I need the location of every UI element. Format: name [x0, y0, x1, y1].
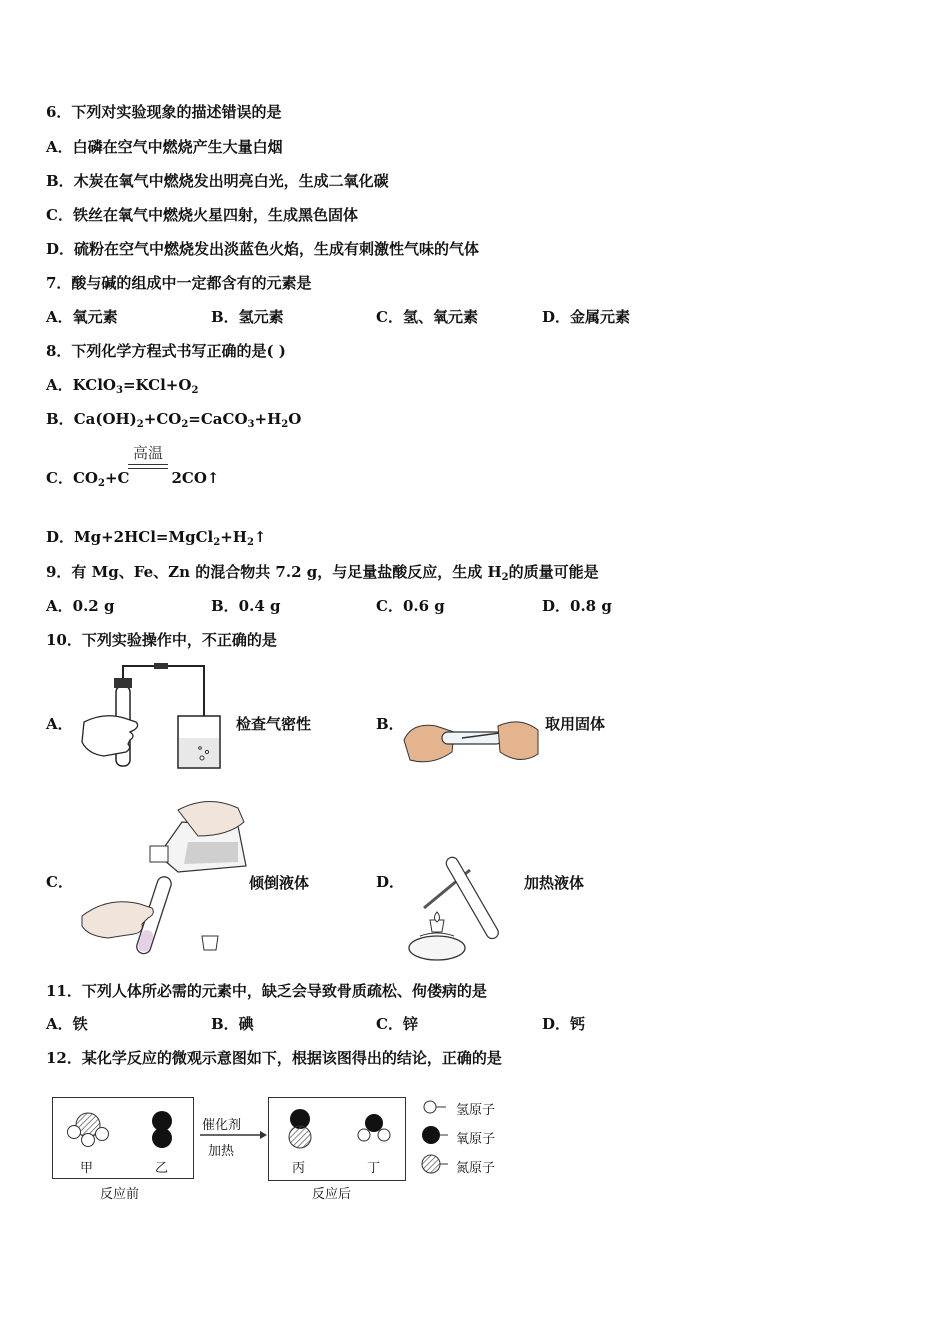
after-molecules	[268, 1097, 406, 1181]
q8-a-label: A．	[46, 376, 73, 394]
before-molecules	[52, 1097, 194, 1179]
q9-option-d[interactable]: D．0.8 g	[542, 597, 612, 615]
q12-stem: 12．某化学反应的微观示意图如下，根据该图得出的结论，正确的是	[46, 1049, 502, 1067]
take-solid-figure	[402, 710, 542, 770]
q10-caption-d: 加热液体	[524, 874, 585, 892]
q8-condition-equals	[128, 445, 168, 475]
q8-option-c[interactable]: C．$CO_2+C$ 2CO↑	[46, 469, 220, 489]
q11-option-c[interactable]: C．锌	[376, 1015, 418, 1033]
q9-stem: 9．有 Mg、Fe、Zn 的混合物共 7.2 g，与足量盐酸反应，生成 $H_2$的质量可能是	[46, 563, 599, 583]
q10-stem: 10．下列实验操作中，不正确的是	[46, 631, 277, 649]
q10-caption-c: 倾倒液体	[249, 874, 310, 892]
after-caption: 反应后	[312, 1187, 352, 1202]
q11-option-b[interactable]: B．碘	[211, 1015, 254, 1033]
q6-stem: 6．下列对实验现象的描述错误的是	[46, 103, 282, 121]
arrow-heat-label: 加热	[208, 1144, 235, 1159]
q8-d-label: D．	[46, 528, 75, 546]
before-caption: 反应前	[100, 1187, 140, 1202]
reaction-arrow	[198, 1130, 268, 1140]
after-label-bing: 丙	[292, 1161, 306, 1176]
q7-option-c[interactable]: C．氢、氧元素	[376, 308, 478, 326]
before-label-jia: 甲	[80, 1161, 94, 1176]
q8-option-d[interactable]: D．$Mg+2HCl=MgCl_2+H_2↑$	[46, 528, 267, 548]
heat-liquid-figure	[400, 850, 520, 962]
q8-option-b[interactable]: B．$Ca(OH)_2+CO_2=CaCO_3+H_2O$	[46, 410, 302, 430]
pour-liquid-figure	[78, 796, 248, 962]
q8-c-label: C．	[46, 469, 73, 487]
q8-b-label: B．	[46, 410, 74, 428]
q10-label-b[interactable]: B．	[376, 715, 404, 733]
q10-label-d[interactable]: D．	[376, 873, 405, 891]
arrow-catalyst-label: 催化剂	[202, 1118, 242, 1133]
q7-option-b[interactable]: B．氢元素	[211, 308, 284, 326]
q11-option-a[interactable]: A．铁	[46, 1015, 88, 1033]
legend-oxygen: 氧原子	[456, 1132, 496, 1147]
legend-nitrogen: 氮原子	[456, 1161, 496, 1176]
q6-option-d[interactable]: D．硫粉在空气中燃烧发出淡蓝色火焰，生成有刺激性气味的气体	[46, 240, 480, 258]
q6-option-a[interactable]: A．白磷在空气中燃烧产生大量白烟	[46, 138, 283, 156]
q7-stem: 7．酸与碱的组成中一定都含有的元素是	[46, 274, 312, 292]
q10-caption-b: 取用固体	[545, 715, 606, 733]
q9-option-a[interactable]: A．0.2 g	[46, 597, 115, 615]
legend-icons	[420, 1098, 460, 1178]
legend-hydrogen: 氢原子	[456, 1103, 496, 1118]
q10-label-c[interactable]: C．	[46, 873, 73, 891]
q7-option-a[interactable]: A．氧元素	[46, 308, 118, 326]
q8-condition-text: 高温	[132, 444, 163, 462]
q11-stem: 11．下列人体所必需的元素中，缺乏会导致骨质疏松、佝偻病的是	[46, 982, 487, 1000]
before-label-yi: 乙	[155, 1161, 169, 1176]
q8-stem: 8．下列化学方程式书写正确的是( )	[46, 342, 286, 360]
q9-option-b[interactable]: B．0.4 g	[211, 597, 281, 615]
q11-option-d[interactable]: D．钙	[542, 1015, 586, 1033]
q10-caption-a: 检查气密性	[236, 715, 312, 733]
q6-option-b[interactable]: B．木炭在氧气中燃烧发出明亮白光，生成二氧化碳	[46, 172, 389, 190]
q8-option-a[interactable]: A．$KClO_3=KCl+O_2$	[46, 376, 199, 396]
airtightness-check-figure	[74, 660, 234, 772]
q7-option-d[interactable]: D．金属元素	[542, 308, 631, 326]
after-label-ding: 丁	[367, 1161, 381, 1176]
q6-option-c[interactable]: C．铁丝在氧气中燃烧火星四射，生成黑色固体	[46, 206, 358, 224]
q9-option-c[interactable]: C．0.6 g	[376, 597, 445, 615]
q10-label-a[interactable]: A．	[46, 715, 73, 733]
